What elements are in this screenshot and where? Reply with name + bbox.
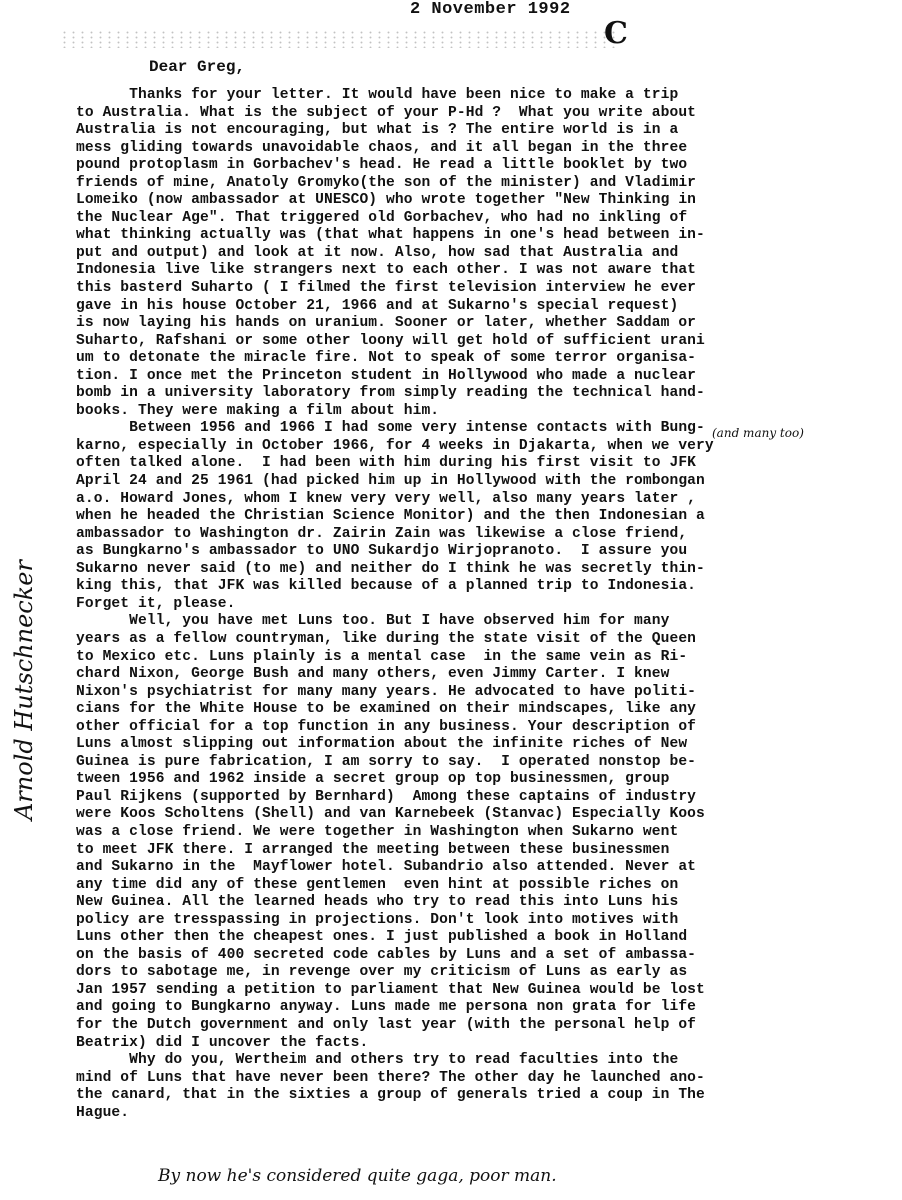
body-line: put and output) and look at it now. Also, how sad that Australia and (76, 244, 679, 261)
salutation: Dear Greg, (149, 58, 246, 76)
body-line: what thinking actually was (that what happens in one's head between in- (76, 227, 705, 244)
body-line: Lomeiko (now ambassador at UNESCO) who wrote together "New Thinking in (76, 192, 697, 209)
body-line: Paul Rijkens (supported by Bernhard) Among these captains of industry (76, 788, 697, 805)
body-line: mind of Luns that have never been there? The other day he launched ano- (76, 1069, 705, 1086)
body-line: Suharto, Rafshani or some other loony will get hold of sufficient urani (76, 332, 705, 349)
body-line: Beatrix) did I uncover the facts. (76, 1034, 369, 1051)
body-line: karno, especially in October 1966, for 4 weeks in Djakarta, when we very (76, 437, 714, 454)
body-line: for the Dutch government and only last year (with the personal help of (76, 1016, 697, 1033)
body-line: Indonesia live like strangers next to each other. I was not aware that (76, 262, 697, 279)
body-line: to Mexico etc. Luns plainly is a mental case in the same vein as Ri- (76, 648, 688, 665)
body-line: gave in his house October 21, 1966 and at Sukarno's special request) (76, 297, 679, 314)
body-line: king this, that JFK was killed because of a planned trip to Indonesia. (76, 578, 697, 595)
body-line: Forget it, please. (76, 595, 236, 612)
body-line: Luns other then the cheapest ones. I just published a book in Holland (76, 929, 688, 946)
body-line: as Bungkarno's ambassador to UNO Sukardjo Wirjopranoto. I assure you (76, 543, 688, 560)
body-line: Thanks for your letter. It would have been nice to make a trip (76, 87, 679, 103)
body-line: New Guinea. All the learned heads who try to read this into Luns his (76, 894, 679, 911)
body-line: Guinea is pure fabrication, I am sorry to say. I operated nonstop be- (76, 753, 697, 770)
body-line: this basterd Suharto ( I filmed the first television interview he ever (76, 280, 697, 297)
letter-date: 2 November 1992 (410, 0, 571, 19)
body-line: was a close friend. We were together in Washington when Sukarno went (76, 823, 679, 840)
handwritten-inline-note: (and many too) (712, 426, 804, 440)
body-line: um to detonate the miracle fire. Not to speak of some terror organisa- (76, 350, 697, 367)
body-line: years as a fellow countryman, like during the state visit of the Queen (76, 630, 697, 647)
body-line: friends of mine, Anatoly Gromyko(the son of the minister) and Vladimir (76, 174, 697, 191)
body-line: to Australia. What is the subject of your P-Hd ? What you write about (76, 104, 697, 121)
body-line: Nixon's psychiatrist for many many years. He advocated to have politi- (76, 683, 697, 700)
body-line: any time did any of these gentlemen even hint at possible riches on (76, 876, 679, 893)
body-line: cians for the White House to be examined on their mindscapes, like any (76, 701, 697, 718)
body-line: Luns almost slipping out information about the infinite riches of New (76, 736, 688, 753)
body-line: Australia is not encouraging, but what is ? The entire world is in a (76, 122, 679, 139)
letter-body (76, 87, 894, 1122)
body-line: Well, you have met Luns too. But I have observed him for many (76, 613, 670, 630)
body-line: policy are tresspassing in projections. Don't look into motives with (76, 911, 679, 928)
handwritten-closing: By now he's considered quite gaga, poor man. (158, 1166, 557, 1186)
body-line: and going to Bungkarno anyway. Luns made me persona non grata for life (76, 999, 697, 1016)
body-line: pound protoplasm in Gorbachev's head. He read a little booklet by two (76, 157, 688, 174)
body-line: April 24 and 25 1961 (had picked him up in Hollywood with the rombongan (76, 473, 705, 490)
body-line: is now laying his hands on uranium. Sooner or later, whether Saddam or (76, 315, 697, 332)
body-line: Jan 1957 sending a petition to parliament that New Guinea would be lost (76, 981, 705, 998)
body-line: the Nuclear Age". That triggered old Gorbachev, who had no inkling of (76, 209, 688, 226)
body-line: the canard, that in the sixties a group of generals tried a coup in The (76, 1087, 705, 1104)
handwritten-corner-mark: C (604, 16, 628, 51)
body-line: Why do you, Wertheim and others try to read faculties into the (76, 1052, 679, 1069)
body-line: bomb in a university laboratory from simply reading the technical hand- (76, 385, 705, 402)
body-line: tion. I once met the Princeton student in Hollywood who made a nuclear (76, 367, 697, 384)
body-line: mess gliding towards unavoidable chaos, and it all began in the three (76, 139, 688, 156)
body-line: ambassador to Washington dr. Zairin Zain was likewise a close friend, (76, 525, 688, 542)
body-line: a.o. Howard Jones, whom I knew very very well, also many years later , (76, 490, 697, 507)
body-line: often talked alone. I had been with him during his first visit to JFK (76, 455, 697, 472)
body-line: were Koos Scholtens (Shell) and van Karnebeek (Stanvac) Especially Koos (76, 806, 705, 823)
body-line: other official for a top function in any business. Your description of (76, 718, 697, 735)
body-line: when he headed the Christian Science Monitor) and the then Indonesian a (76, 508, 705, 525)
body-line: and Sukarno in the Mayflower hotel. Subandrio also attended. Never at (76, 859, 697, 876)
body-line: Between 1956 and 1966 I had some very intense contacts with Bung- (76, 420, 705, 437)
margin-handwritten-name: Arnold Hutschnecker (10, 560, 38, 820)
body-line: books. They were making a film about him. (76, 402, 440, 419)
body-line: to meet JFK there. I arranged the meeting between these businessmen (76, 841, 670, 858)
body-line: tween 1956 and 1962 inside a secret group op top businessmen, group (76, 771, 670, 788)
scan-noise (60, 30, 620, 48)
body-line: dors to sabotage me, in revenge over my criticism of Luns as early as (76, 964, 688, 981)
body-line: Sukarno never said (to me) and neither do I think he was secretly thin- (76, 560, 705, 577)
body-line: Hague. (76, 1104, 130, 1121)
body-line: chard Nixon, George Bush and many others, even Jimmy Carter. I knew (76, 666, 670, 683)
body-line: on the basis of 400 secreted code cables by Luns and a set of ambassa- (76, 946, 697, 963)
